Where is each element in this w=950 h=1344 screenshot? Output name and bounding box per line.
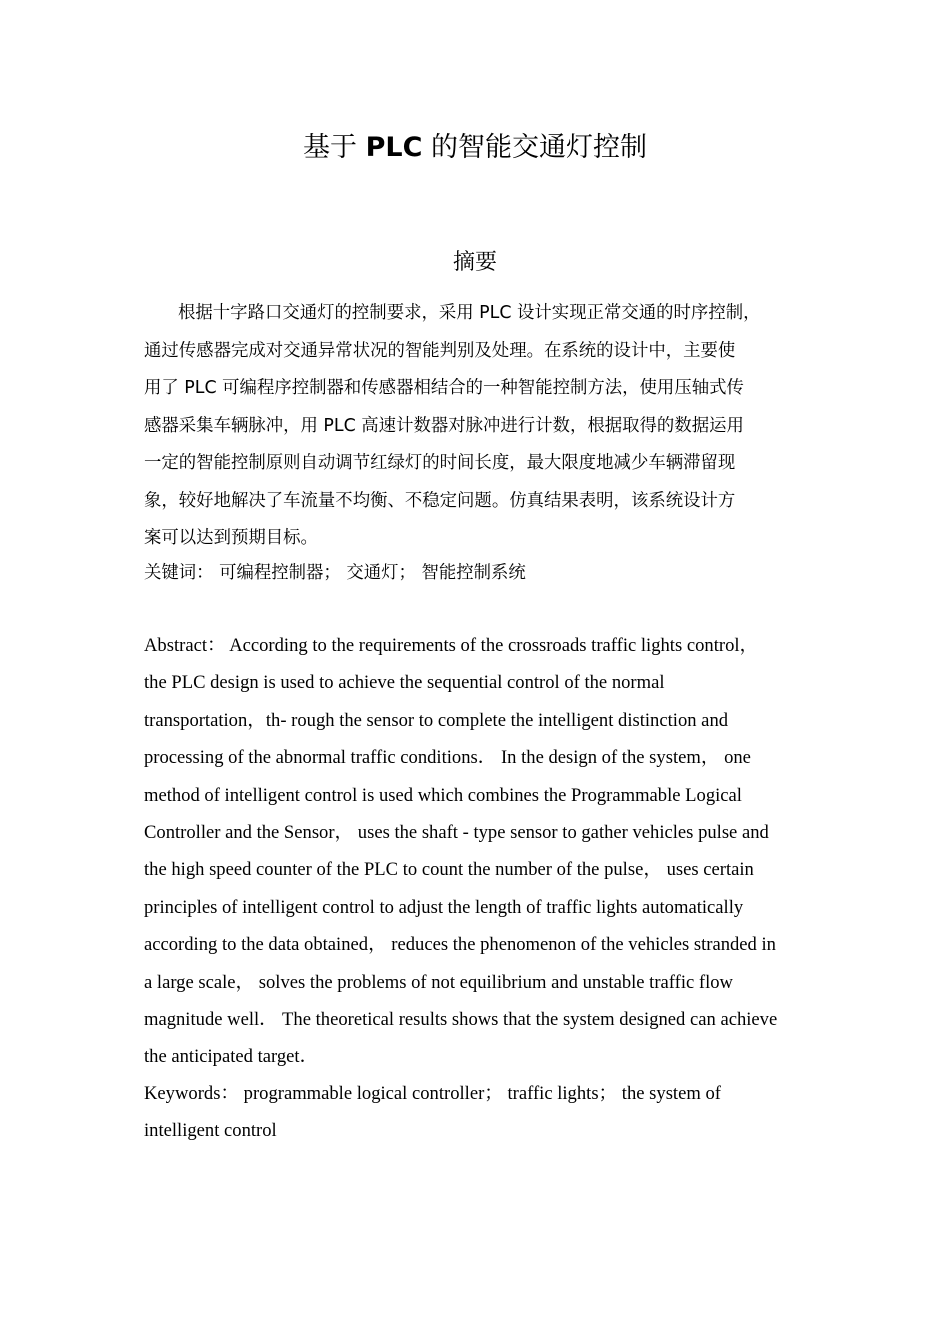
abstract-en-line: magnitude well． The theoretical results shows that the system designed can achieve xyxy=(144,1009,778,1031)
abstract-en-line: the high speed counter of the PLC to count the number of the pulse， uses certain xyxy=(144,859,754,881)
abstract-en-line: Abstract： According to the requirements of the crossroads traffic lights control， xyxy=(144,635,759,656)
document-title xyxy=(0,128,950,168)
abstract-zh-line: 象，较好地解决了车流量不均衡、不稳定问题。仿真结果表明，该系统设计方 xyxy=(144,490,736,511)
abstract-zh-line: 用了 PLC 可编程序控制器和传感器相结合的一种智能控制方法，使用压轴式传 xyxy=(144,378,744,398)
abstract-en-line: a large scale， solves the problems of not equilibrium and unstable traffic flow xyxy=(144,971,733,993)
title-latin: PLC xyxy=(365,132,423,163)
keywords-en-line: intelligent control xyxy=(144,1120,277,1142)
title-suffix: 的智能交通灯控制 xyxy=(422,132,647,163)
abstract-zh-line: 根据十字路口交通灯的控制要求，采用 PLC 设计实现正常交通的时序控制， xyxy=(178,303,761,323)
abstract-zh-line: 通过传感器完成对交通异常状况的智能判别及处理。在系统的设计中，主要使 xyxy=(144,340,736,361)
abstract-en-line: processing of the abnormal traffic conditions． In the design of the system， one xyxy=(144,747,751,769)
abstract-en-line: transportation，th- rough the sensor to complete the intelligent distinction and xyxy=(144,709,729,731)
abstract-en-line: according to the data obtained， reduces the phenomenon of the vehicles stranded in xyxy=(144,934,776,956)
chinese-abstract xyxy=(144,295,824,558)
abstract-en-line: Controller and the Sensor， uses the shaft - type sensor to gather vehicles pulse and xyxy=(144,822,769,844)
abstract-zh-line: 感器采集车辆脉冲，用 PLC 高速计数器对脉冲进行计数，根据取得的数据运用 xyxy=(144,415,744,436)
title-prefix: 基于 xyxy=(303,132,366,163)
abstract-zh-line: 案可以达到预期目标。 xyxy=(144,528,318,548)
english-keywords xyxy=(144,1075,824,1150)
abstract-zh-line: 一定的智能控制原则自动调节红绿灯的时间长度，最大限度地减少车辆滞留现 xyxy=(144,453,736,473)
abstract-heading: 摘要 xyxy=(452,250,497,275)
abstract-en-line: the PLC design is used to achieve the sequential control of the normal xyxy=(144,672,665,694)
chinese-keywords: 关键词： 可编程控制器； 交通灯； 智能控制系统 xyxy=(144,563,526,583)
abstract-en-line: principles of intelligent control to adjust the length of traffic lights automatically xyxy=(144,896,744,918)
english-abstract xyxy=(144,627,824,1076)
abstract-en-line: the anticipated target． xyxy=(144,1046,319,1068)
abstract-en-line: method of intelligent control is used which combines the Programmable Logical xyxy=(144,784,742,806)
keywords-en-line: Keywords： programmable logical controller； traffic lights； the system of xyxy=(144,1083,721,1104)
